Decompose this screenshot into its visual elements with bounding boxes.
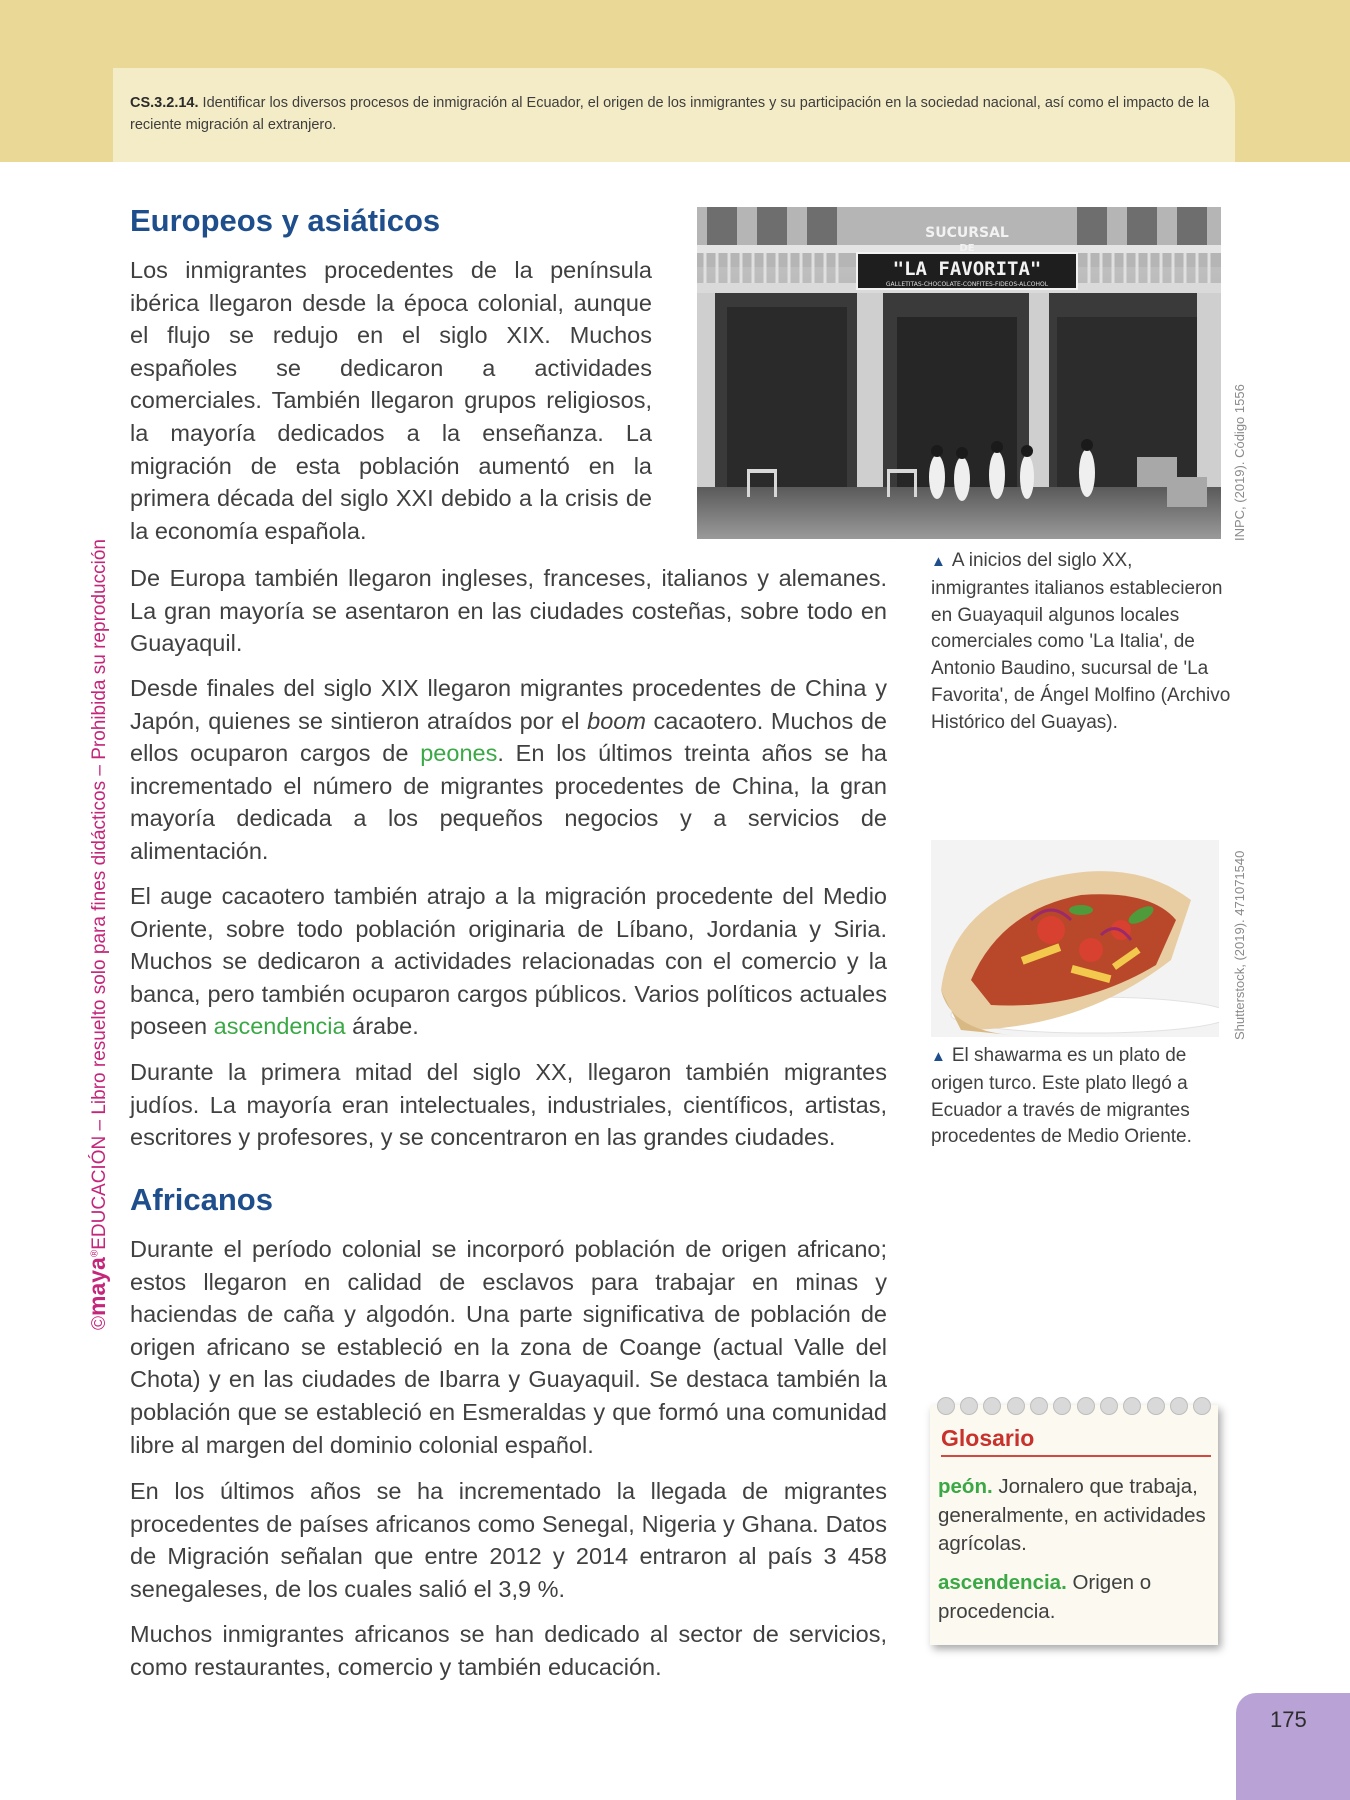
paragraph: Muchos inmigrantes africanos se han dedicado al sector de servicios, como restaurantes, comercio y también educación. xyxy=(130,1621,887,1680)
glossary-term: ascendencia. xyxy=(938,1571,1067,1594)
section-title-africanos: Africanos xyxy=(130,1182,273,1217)
triangle-marker-icon: ▲ xyxy=(931,553,946,570)
glossary-term: peón. xyxy=(938,1475,993,1498)
objective-text: Identificar los diversos procesos de inmigración al Ecuador, el origen de los inmigrantes y su participación en la sociedad nacional, así como el impacto de la reciente migración al extranjero. xyxy=(130,95,1210,133)
objective-code: CS.3.2.14. xyxy=(130,95,199,111)
section-title-europeos: Europeos y asiáticos xyxy=(130,203,441,238)
glossary-entry xyxy=(938,1473,1208,1559)
sign-de: DE xyxy=(959,243,975,254)
la-favorita-store-photo xyxy=(697,207,1221,539)
caption-la-favorita: ▲ A inicios del siglo XX, inmigrantes italianos establecieron en Guayaquil algunos locales comerciales como 'La Italia', de Antonio Baudino, sucursal de 'La Favorita', de Ángel Molfino (Archivo Histórico del Guayas). xyxy=(931,550,1231,733)
objective-box xyxy=(113,68,1235,162)
page-number: 175 xyxy=(1270,1707,1307,1732)
glossary-definition: Jornalero que trabaja, generalmente, en actividades agrícolas. xyxy=(938,1475,1206,1556)
paragraph: En los últimos años se ha incrementado la llegada de migrantes procedentes de países africanos como Senegal, Nigeria y Ghana. Datos de Migración señalan que entre 2012 y 2014 entraron al país 3 458 senegaleses, de los cuales salió el 3,9 %. xyxy=(130,1478,887,1602)
shawarma-photo xyxy=(931,840,1219,1037)
sign-la-favorita: "LA FAVORITA" xyxy=(892,258,1042,280)
paragraph: De Europa también llegaron ingleses, franceses, italianos y alemanes. La gran mayoría se asentaron en las ciudades costeñas, sobre todo en Guayaquil. xyxy=(130,565,887,657)
glossary-definition: Origen o procedencia. xyxy=(938,1571,1152,1623)
glossary-term-ascendencia[interactable]: ascendencia xyxy=(213,1013,346,1040)
brand-logo-text: maya xyxy=(84,1257,110,1316)
registered-mark: ® xyxy=(89,1249,101,1258)
notebook-rings xyxy=(930,1395,1218,1417)
paragraph: El auge cacaotero también atrajo a la migración procedente del Medio Oriente, sobre todo población originaria de Líbano, Jordania y Siria. Muchos se dedicaron a actividades relacionadas con el comercio y la banca, pero también ocuparon cargos públicos. Varios políticos actuales poseen ascendencia árabe. xyxy=(130,883,887,1040)
caption-shawarma: ▲ El shawarma es un plato de origen turco. Este plato llegó a Ecuador a través de migrantes procedentes de Medio Oriente. xyxy=(931,1045,1192,1148)
copyright-symbol: © xyxy=(89,1316,110,1330)
glosario-box xyxy=(930,1405,1218,1645)
glosario-title: Glosario xyxy=(941,1425,1211,1457)
photo-credit-inpc: INPC, (2019). Código 1556 xyxy=(1232,384,1247,541)
triangle-marker-icon: ▲ xyxy=(931,1048,946,1065)
copyright-side-notice xyxy=(84,539,111,1330)
glossary-entry xyxy=(938,1569,1208,1626)
paragraph: Durante el período colonial se incorporó población de origen africano; estos llegaron en calidad de esclavos para trabajar en minas y haciendas de caña y algodón. Una parte significativa de población de origen africano se estableció en la zona de Coange (actual Valle del Chota) y en las ciudades de Ibarra y Guayaquil. Se destaca también la población que se estableció en Esmeraldas y que formó una comunidad libre al margen del dominio colonial español. xyxy=(130,1236,887,1458)
paragraph: Durante la primera mitad del siglo XX, llegaron también migrantes judíos. La mayoría eran intelectuales, industriales, científicos, artistas, escritores y profesores, y se concentraron en las grandes ciudades. xyxy=(130,1059,887,1151)
paragraph: Los inmigrantes procedentes de la península ibérica llegaron desde la época colonial, aunque el flujo se redujo en el siglo XIX. Muchos españoles se dedicaron a actividades comerciales. También llegaron grupos religiosos, la mayoría dedicados a la enseñanza. La migración de esta población aumentó en la primera década del siglo XXI debido a la crisis de la economía española. xyxy=(130,257,652,544)
sign-sucursal: SUCURSAL xyxy=(925,225,1009,241)
sign-subtitle: GALLETITAS-CHOCOLATE-CONFITES-FIDEOS-ALCOHOL xyxy=(885,281,1049,288)
side-notice-text: EDUCACIÓN – Libro resuelto solo para fines didácticos – Prohibida su reproducción xyxy=(89,539,110,1250)
paragraph: Desde finales del siglo XIX llegaron migrantes procedentes de China y Japón, quienes se sintieron atraídos por el boom cacaotero. Muchos de ellos ocuparon cargos de peones. En los últimos treinta años se ha incrementado el número de migrantes procedentes de China, la gran mayoría dedicada a los pequeños negocios y a servicios de alimentación. xyxy=(130,675,887,864)
glossary-term-peones[interactable]: peones xyxy=(420,740,498,767)
page-number-tab xyxy=(1236,1693,1350,1800)
boom-italic: boom xyxy=(587,707,646,734)
photo-credit-shutterstock: Shutterstock, (2019). 471071540 xyxy=(1232,850,1247,1040)
